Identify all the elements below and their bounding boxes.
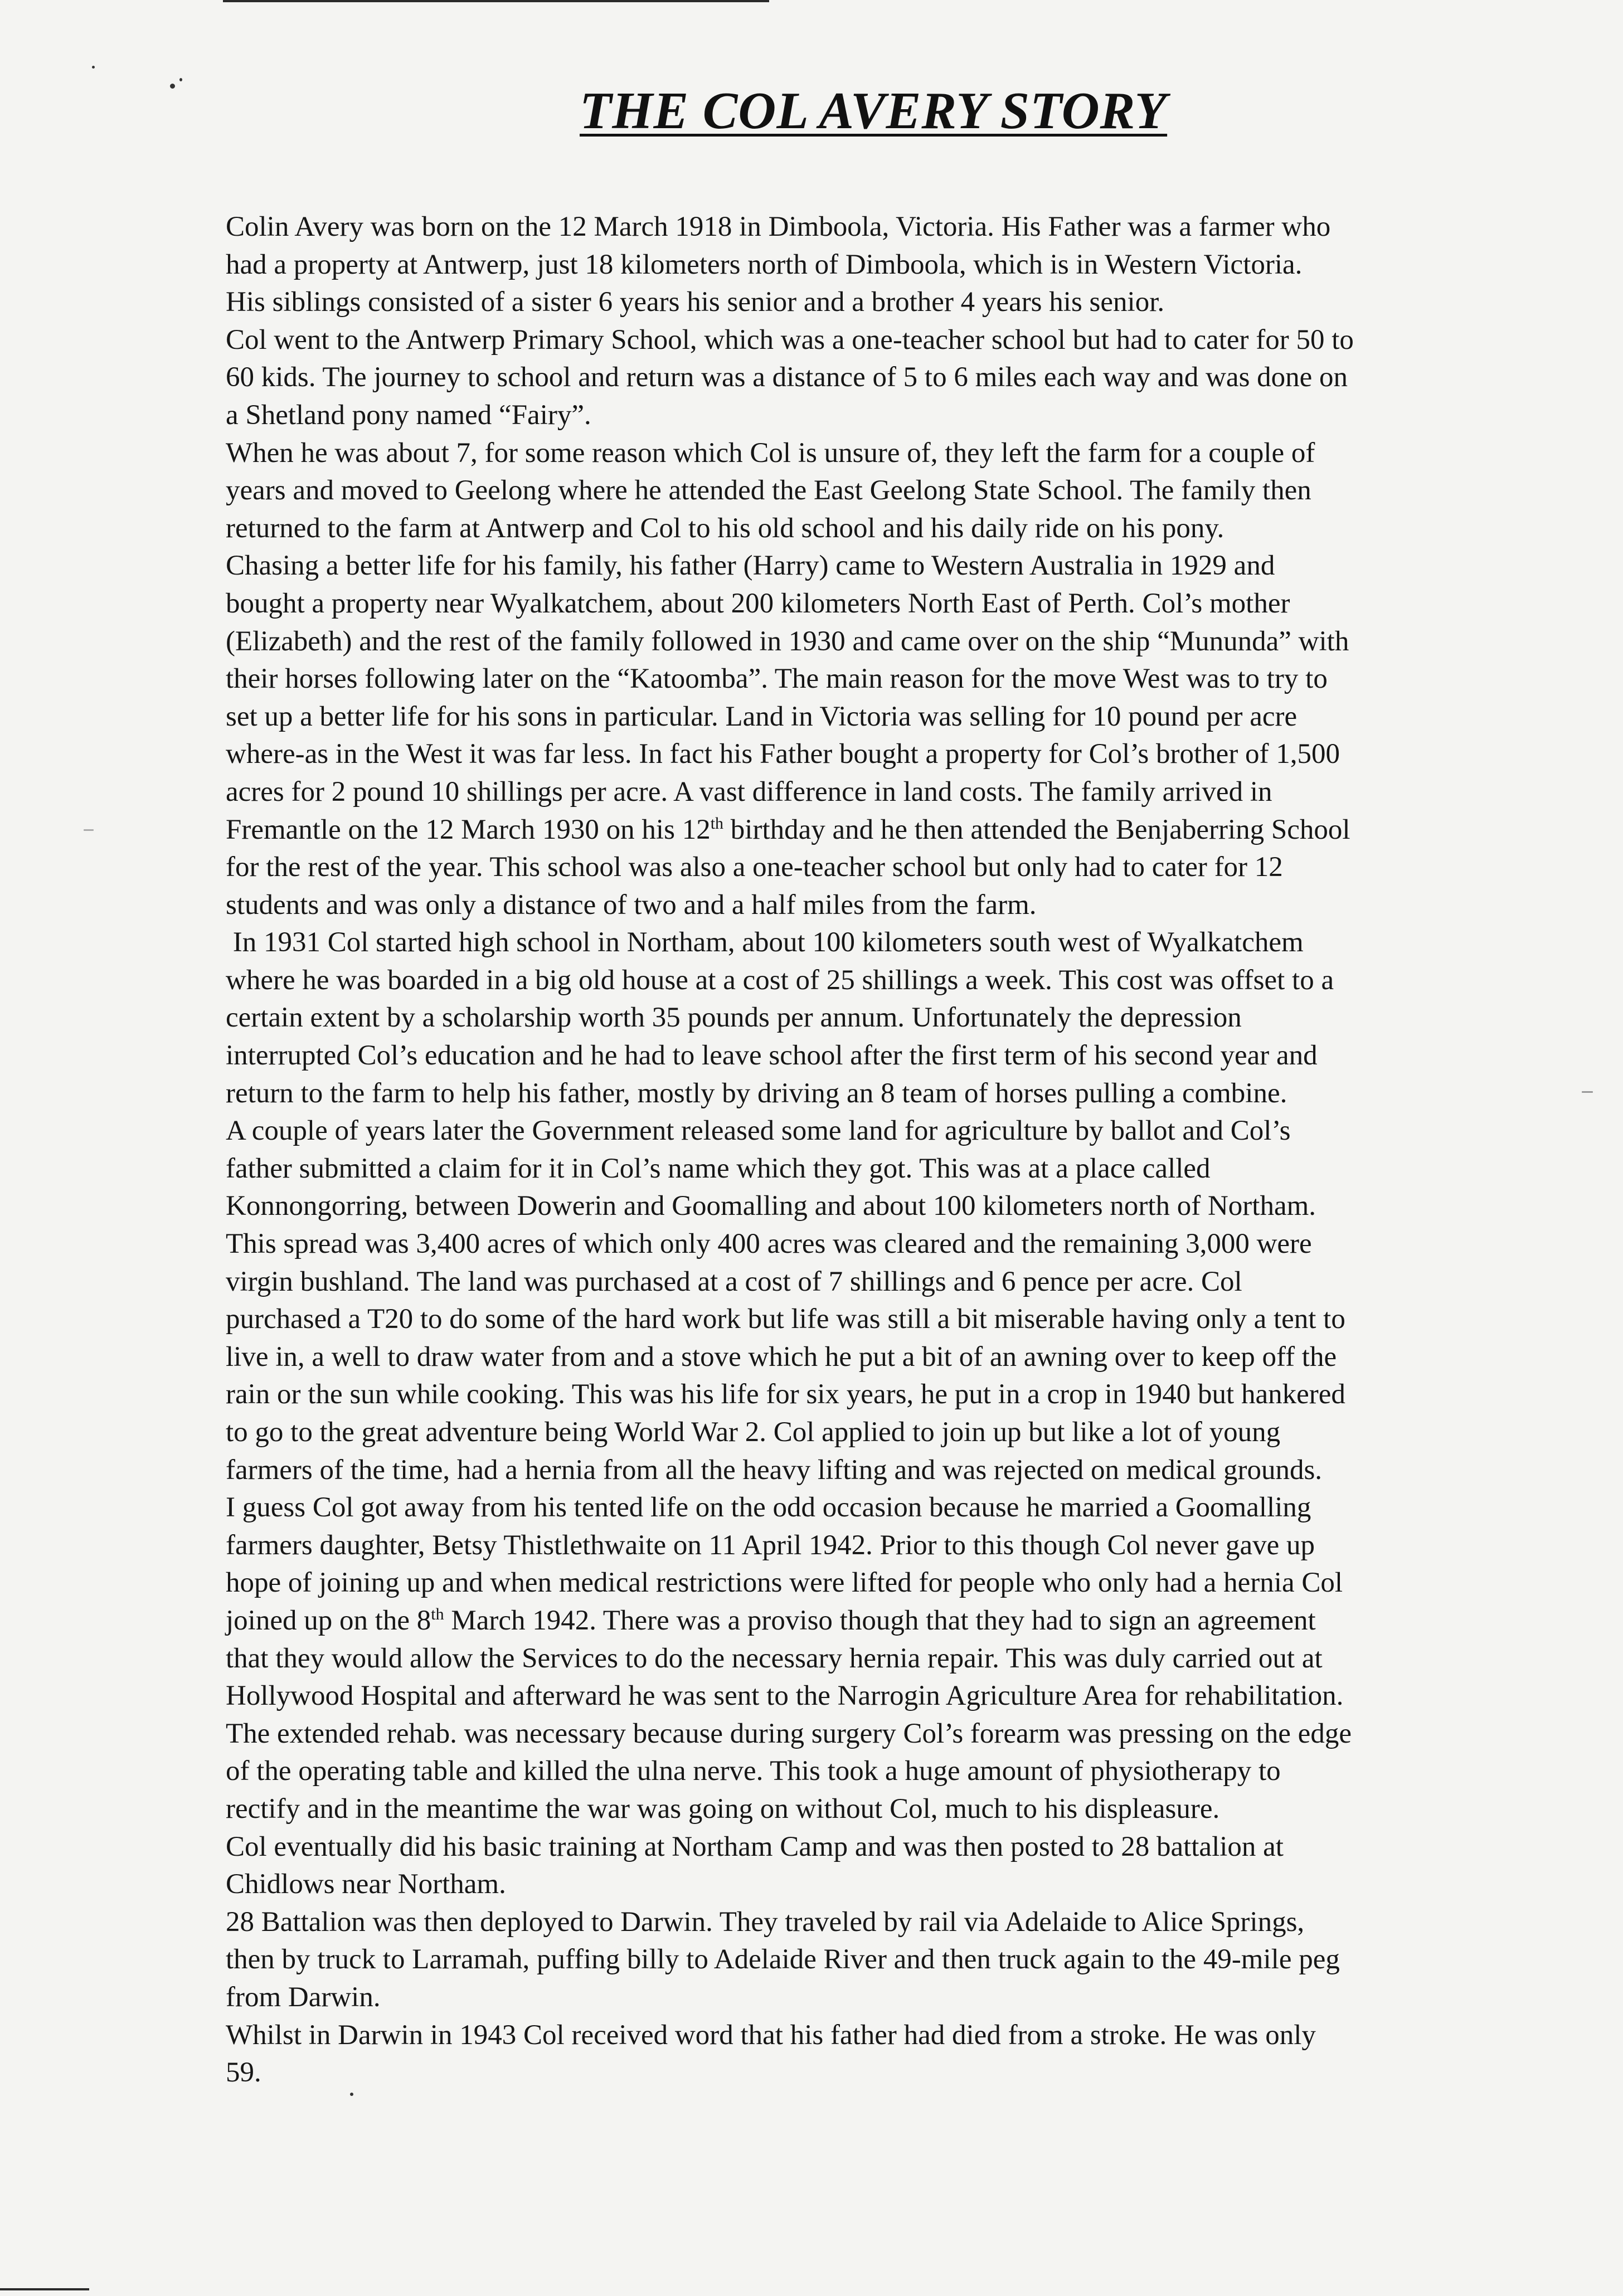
text-line: Hollywood Hospital and afterward he was sent to the Narrogin Agriculture Area for rehabilitation. [226, 1680, 1344, 1712]
scan-speck [1582, 1091, 1593, 1093]
text-line: set up a better life for his sons in particular. Land in Victoria was selling for 10 pound per acre [226, 701, 1298, 732]
scan-speck [92, 66, 95, 69]
text-line: their horses following later on the “Katoomba”. The main reason for the move West was to try to [226, 663, 1328, 695]
text-line: acres for 2 pound 10 shillings per acre. A vast difference in land costs. The family arrived in [226, 776, 1272, 808]
text-line: Colin Avery was born on the 12 March 1918 in Dimboola, Victoria. His Father was a farmer who [226, 211, 1331, 242]
text-line: The extended rehab. was necessary because during surgery Col’s forearm was pressing on the edge [226, 1718, 1352, 1749]
scan-speck [170, 84, 175, 89]
text-line: 28 Battalion was then deployed to Darwin. They traveled by rail via Adelaide to Alice Springs, [226, 1906, 1305, 1938]
bottom-edge-rule [0, 2288, 89, 2290]
text-line: farmers daughter, Betsy Thistlethwaite on 11 April 1942. Prior to this though Col never gave up [226, 1529, 1315, 1561]
text-line: returned to the farm at Antwerp and Col to his old school and his daily ride on his pony. [226, 512, 1224, 544]
text-line: years and moved to Geelong where he attended the East Geelong State School. The family then [226, 475, 1311, 507]
text-segment: joined up on the 8 [226, 1604, 431, 1636]
text-line: Col eventually did his basic training at Northam Camp and was then posted to 28 battalion at [226, 1831, 1284, 1862]
text-line-fremantle [226, 811, 1552, 849]
scan-speck [350, 2093, 353, 2096]
text-line: that they would allow the Services to do the necessary hernia repair. This was duly carried out at [226, 1642, 1323, 1674]
document-title: THE COL AVERY STORY [580, 82, 1168, 140]
scan-speck [84, 829, 94, 831]
ordinal-suffix: th [431, 1604, 444, 1623]
text-line: In 1931 Col started high school in Northam, about 100 kilometers south west of Wyalkatchem [226, 927, 1304, 959]
text-segment: March 1942. There was a proviso though that they had to sign an agreement [444, 1604, 1316, 1636]
text-line: return to the farm to help his father, mostly by driving an 8 team of horses pulling a combine. [226, 1077, 1287, 1109]
text-line: a Shetland pony named “Fairy”. [226, 399, 591, 431]
story-body [226, 208, 1552, 2092]
top-edge-rule [223, 0, 769, 2]
text-line: bought a property near Wyalkatchem, about 200 kilometers North East of Perth. Col’s mother [226, 587, 1290, 619]
text-line: His siblings consisted of a sister 6 years his senior and a brother 4 years his senior. [226, 286, 1165, 318]
text-line: where he was boarded in a big old house at a cost of 25 shillings a week. This cost was offset to a [226, 964, 1334, 996]
text-line: live in, a well to draw water from and a stove which he put a bit of an awning over to keep off the [226, 1341, 1337, 1373]
text-line: 60 kids. The journey to school and return was a distance of 5 to 6 miles each way and was done on [226, 362, 1348, 393]
text-line: for the rest of the year. This school was also a one-teacher school but only had to cater for 12 [226, 852, 1283, 883]
text-line: (Elizabeth) and the rest of the family followed in 1930 and came over on the ship “Mununda” with [226, 625, 1349, 657]
text-line: When he was about 7, for some reason which Col is unsure of, they left the farm for a couple of [226, 437, 1315, 469]
scan-speck [179, 78, 182, 81]
text-line: certain extent by a scholarship worth 35 pounds per annum. Unfortunately the depression [226, 1002, 1242, 1034]
text-line: where-as in the West it was far less. In fact his Father bought a property for Col’s brother of 1,500 [226, 738, 1340, 770]
text-line: to go to the great adventure being World War 2. Col applied to join up but like a lot of young [226, 1417, 1281, 1448]
text-line: Konnongorring, between Dowerin and Goomalling and about 100 kilometers north of Northam. [226, 1190, 1316, 1222]
text-line: Col went to the Antwerp Primary School, which was a one-teacher school but had to cater for 50 to [226, 324, 1354, 356]
text-line: rain or the sun while cooking. This was his life for six years, he put in a crop in 1940 but hankered [226, 1379, 1345, 1410]
text-segment: Fremantle on the 12 March 1930 on his 12 [226, 814, 711, 845]
text-line: virgin bushland. The land was purchased at a cost of 7 shillings and 6 pence per acre. Col [226, 1266, 1242, 1297]
text-line: father submitted a claim for it in Col’s name which they got. This was at a place called [226, 1152, 1211, 1184]
text-line: hope of joining up and when medical restrictions were lifted for people who only had a hernia Col [226, 1567, 1343, 1599]
ordinal-suffix: th [710, 814, 724, 833]
text-line: rectify and in the meantime the war was going on without Col, much to his displeasure. [226, 1793, 1220, 1825]
text-line: purchased a T20 to do some of the hard work but life was still a bit miserable having only a tent to [226, 1303, 1345, 1335]
text-line: from Darwin. [226, 1981, 381, 2013]
text-line-joined [226, 1602, 1552, 1640]
text-line: Chidlows near Northam. [226, 1869, 506, 1900]
text-line: then by truck to Larramah, puffing billy to Adelaide River and then truck again to the 49-mile peg [226, 1944, 1340, 1976]
text-line: students and was only a distance of two and a half miles from the farm. [226, 889, 1037, 921]
text-line: I guess Col got away from his tented life on the odd occasion because he married a Goomalling [226, 1492, 1311, 1524]
text-line: This spread was 3,400 acres of which only 400 acres was cleared and the remaining 3,000 were [226, 1228, 1312, 1260]
text-line: farmers of the time, had a hernia from all the heavy lifting and was rejected on medical grounds. [226, 1454, 1323, 1486]
text-line: A couple of years later the Government released some land for agriculture by ballot and Col’s [226, 1115, 1291, 1147]
text-segment: birthday and he then attended the Benjaberring School [723, 814, 1350, 845]
text-line: 59. [226, 2057, 261, 2089]
text-line: Chasing a better life for his family, his father (Harry) came to Western Australia in 1929 and [226, 550, 1275, 582]
text-line: Whilst in Darwin in 1943 Col received word that his father had died from a stroke. He was only [226, 2019, 1316, 2051]
text-line: of the operating table and killed the ulna nerve. This took a huge amount of physiotherapy to [226, 1755, 1281, 1787]
text-line: interrupted Col’s education and he had to leave school after the first term of his second year and [226, 1040, 1318, 1072]
text-line: had a property at Antwerp, just 18 kilometers north of Dimboola, which is in Western Victoria. [226, 249, 1303, 280]
